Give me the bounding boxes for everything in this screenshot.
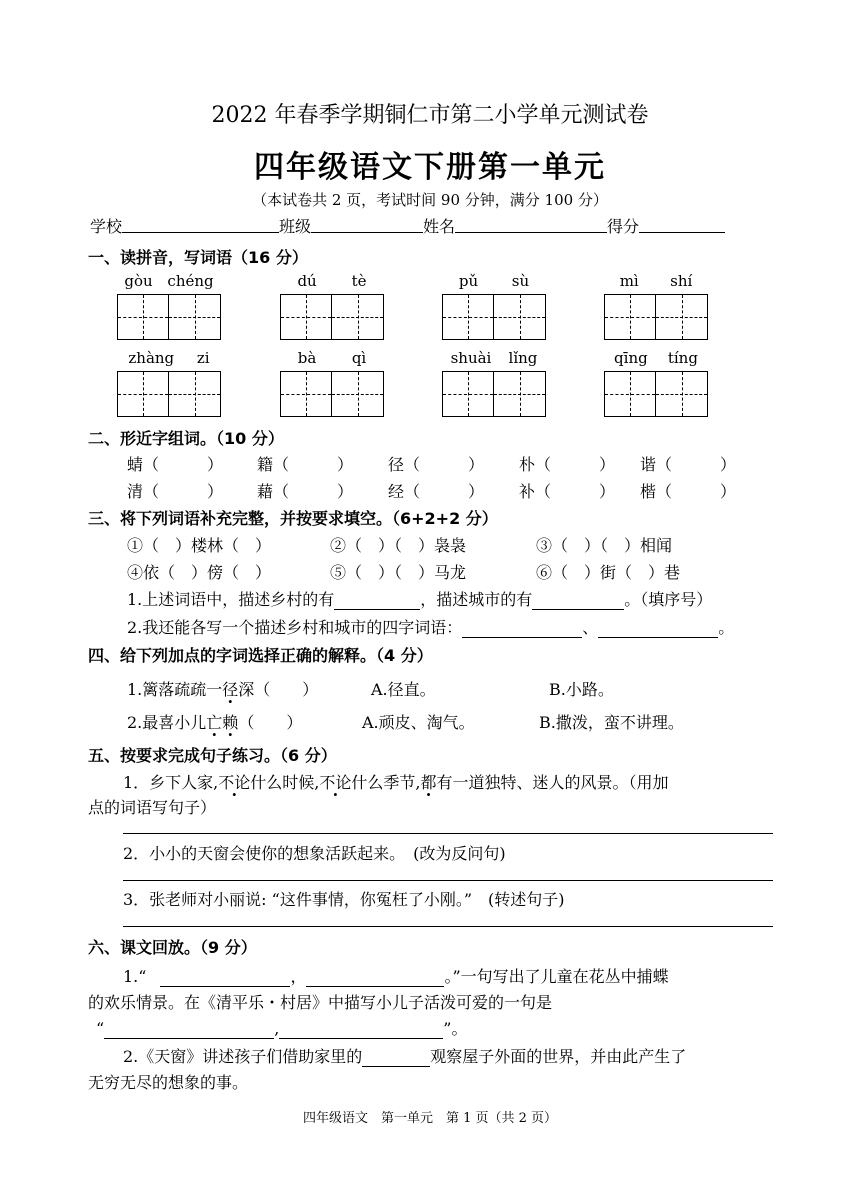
section-6-title: 六、课文回放。（9 分） <box>88 938 257 957</box>
answer-line[interactable] <box>123 880 773 881</box>
question-5-2: 2．小小的天窗会使你的想象活跃起来。 (改为反问句) <box>123 844 506 863</box>
exam-note: （本试卷共 2 页，考试时间 90 分钟，满分 100 分） <box>252 191 608 209</box>
tianzige-box[interactable] <box>604 294 708 340</box>
tianzige-box[interactable] <box>117 371 221 417</box>
page-title: 四年级语文下册第一单元 <box>254 150 606 185</box>
idiom-item: ①（ ）楼林（ ） <box>127 536 272 555</box>
class-label: 班级 <box>279 217 312 236</box>
word-item: 蜻（ ） <box>127 455 224 474</box>
answer-line[interactable] <box>123 833 773 834</box>
pinyin-label: pǔ sù <box>458 272 530 290</box>
word-item: 藉（ ） <box>257 482 354 501</box>
word-item: 径（ ） <box>388 455 485 474</box>
pinyin-label: gòu chéng <box>124 272 214 290</box>
name-field[interactable] <box>455 214 607 233</box>
word-item: 谐（ ） <box>640 455 737 474</box>
question-6-1-cont2: “ , ”。 <box>96 1019 468 1038</box>
section-1-title: 一、读拼音，写词语（16 分） <box>88 248 308 267</box>
tianzige-box[interactable] <box>604 371 708 417</box>
pinyin-label: qīng tíng <box>614 349 698 367</box>
idiom-item: ⑥（ ）街（ ）巷 <box>536 563 681 582</box>
pinyin-label: mì shí <box>619 272 693 290</box>
idiom-item: ②（ ）（ ）袅袅 <box>330 536 467 555</box>
tianzige-box[interactable] <box>442 294 546 340</box>
question-6-1-cont: 的欢乐情景。在《清平乐・村居》中描写小儿子活泼可爱的一句是 <box>88 993 553 1012</box>
question-6-2-cont: 无穷无尽的想象的事。 <box>88 1073 249 1092</box>
score-label: 得分 <box>607 217 640 236</box>
idiom-item: ⑤（ ）（ ）马龙 <box>330 563 467 582</box>
answer-blank[interactable] <box>362 1050 430 1067</box>
tianzige-box[interactable] <box>117 294 221 340</box>
word-item: 补（ ） <box>519 482 616 501</box>
section-4-title: 四、给下列加点的字词选择正确的解释。（4 分） <box>88 646 433 665</box>
option-b: B.撒泼，蛮不讲理。 <box>539 713 684 732</box>
tianzige-box[interactable] <box>280 294 384 340</box>
question-6-1: 1.“ ， 。”一句写出了儿童在花丛中捕蝶 <box>123 967 669 986</box>
answer-blank[interactable] <box>598 621 718 638</box>
word-item: 籍（ ） <box>257 455 354 474</box>
class-field[interactable] <box>311 214 423 233</box>
answer-blank[interactable] <box>104 1022 274 1039</box>
option-a: A.径直。 <box>371 680 436 699</box>
student-info-row <box>90 214 773 237</box>
question-6-2: 2.《天窗》讲述孩子们借助家里的 观察屋子外面的世界，并由此产生了 <box>123 1047 687 1066</box>
question-4-2: 2.最喜小儿亡赖（ ） <box>127 713 303 732</box>
question-3-2: 2.我还能各写一个描述乡村和城市的四字词语： 、 。 <box>127 618 735 637</box>
word-item: 朴（ ） <box>519 455 616 474</box>
answer-blank[interactable] <box>279 1022 443 1039</box>
answer-blank[interactable] <box>462 621 582 638</box>
word-item: 楷（ ） <box>640 482 737 501</box>
question-5-1-cont: 点的词语写句子） <box>88 798 217 817</box>
answer-blank[interactable] <box>306 970 444 987</box>
answer-blank[interactable] <box>532 593 624 610</box>
name-label: 姓名 <box>423 217 456 236</box>
tianzige-box[interactable] <box>280 371 384 417</box>
option-b: B.小路。 <box>549 680 614 699</box>
idiom-item: ③（ ）（ ）相闻 <box>536 536 673 555</box>
pinyin-label: bà qì <box>297 349 367 367</box>
school-field[interactable] <box>122 214 279 233</box>
section-5-title: 五、按要求完成句子练习。（6 分） <box>88 746 337 765</box>
section-2-title: 二、形近字组词。（10 分） <box>88 429 284 448</box>
word-item: 经（ ） <box>388 482 485 501</box>
section-3-title: 三、将下列词语补充完整，并按要求填空。（6+2+2 分） <box>88 509 498 528</box>
school-label: 学校 <box>90 217 123 236</box>
word-item: 清（ ） <box>127 482 224 501</box>
score-field[interactable] <box>639 214 725 233</box>
idiom-item: ④依（ ）傍（ ） <box>127 563 272 582</box>
answer-line[interactable] <box>123 926 773 927</box>
question-3-1: 1.上述词语中，描述乡村的有 ，描述城市的有 。（填序号） <box>127 590 713 609</box>
answer-blank[interactable] <box>160 970 290 987</box>
pinyin-label: zhàng zi <box>128 349 210 367</box>
exam-series-title: 2022 年春季学期铜仁市第二小学单元测试卷 <box>211 103 649 128</box>
option-a: A.顽皮、淘气。 <box>362 713 475 732</box>
tianzige-box[interactable] <box>442 371 546 417</box>
question-5-1: 1．乡下人家,不论什么时候,不论什么季节,都有一道独特、迷人的风景。（用加 <box>123 773 669 792</box>
pinyin-label: dú tè <box>297 272 367 290</box>
page-footer: 四年级语文 第一单元 第 1 页（共 2 页） <box>302 1111 558 1126</box>
pinyin-label: shuài lǐng <box>450 349 538 367</box>
question-4-1: 1.篱落疏疏一径深（ ） <box>127 680 319 699</box>
answer-blank[interactable] <box>334 593 420 610</box>
question-5-3: 3．张老师对小丽说: “这件事情，你冤枉了小刚。” (转述句子) <box>123 890 565 909</box>
